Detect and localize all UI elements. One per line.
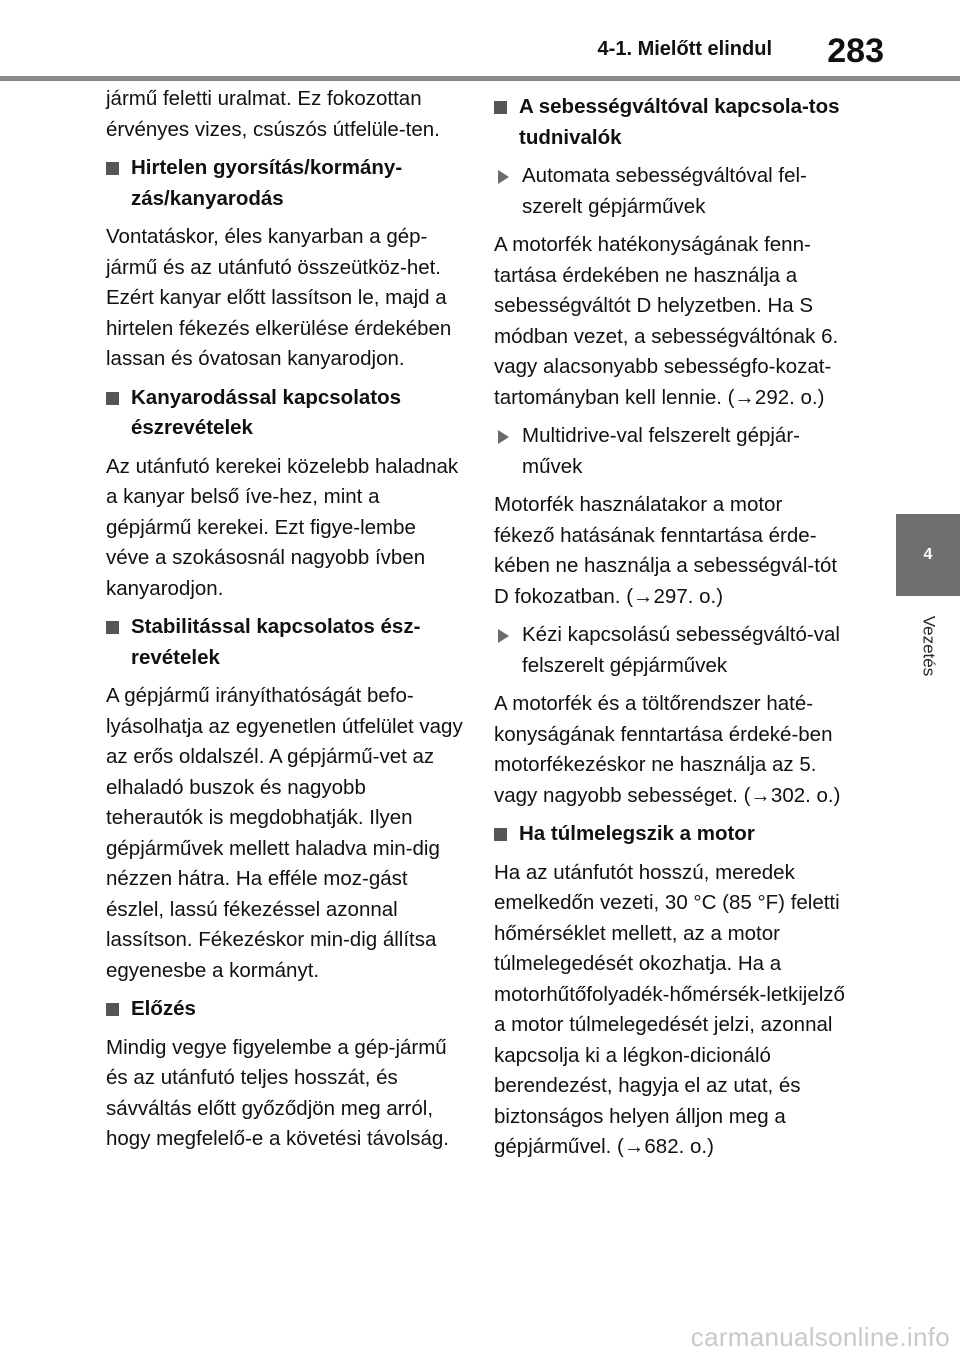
paragraph: A gépjármű irányíthatóságát befo-lyásolhatja az egyenetlen útfelület vagy az erős oldalszél. A gépjármű-vet az elhaladó buszok és nagyobb teherautók is megdobhatják. Ilyen gépjárművek mellett haladva min-dig nézzen hátra. Ha efféle moz-gást észlel, lassú fékezéssel azonnal lassítson. Fékezéskor min-dig állítsa egyenesbe a kormányt.: [106, 684, 463, 982]
header-divider: [0, 76, 960, 81]
square-bullet-icon: [106, 1003, 119, 1016]
square-bullet-icon: [106, 392, 119, 405]
paragraph: jármű feletti uralmat. Ez fokozottan érvényes vizes, csúszós útfelüle-ten.: [106, 87, 440, 141]
square-bullet-icon: [494, 828, 507, 841]
heading-text: Ha túlmelegszik a motor: [519, 822, 755, 845]
sub-heading-text: Automata sebességváltóval fel-szerelt gépjárművek: [522, 164, 807, 218]
section-heading: [494, 92, 846, 153]
sub-heading-text: Kézi kapcsolású sebességváltó-val felszerelt gépjárművek: [522, 623, 840, 677]
paragraph: Az utánfutó kerekei közelebb haladnak a kanyar belső íve-hez, mint a gépjármű kerekei. Ezt figye-lembe véve a szokásosnál nagyobb ívben kanyarodjon.: [106, 454, 459, 600]
heading-text: Stabilitással kapcsolatos ész-revételek: [131, 615, 421, 669]
paragraph: Ha az utánfutót hosszú, meredek emelkedőn vezeti, 30 °C (85 °F) feletti hőmérséklet mellett, az a motor túlmelegedését okozhatja. Ha a motorhűtőfolyadék-hőmérsék-letkijelző a motor túlmelegedését jelzi, azonnal kapcsolja ki a légkon-dicionáló berendezést, hagyja el az utat, és biztonságos helyen álljon meg a gépjárművel. (→682. o.): [494, 860, 845, 1158]
paragraph: Vontatáskor, éles kanyarban a gép-jármű és az utánfutó összeütköz-het. Ezért kanyar előtt lassítson le, majd a hirtelen fékezés elkerülése érdekében lassan és óvatosan kanyarodjon.: [106, 225, 452, 370]
triangle-bullet-icon: [498, 430, 509, 444]
section-heading: [106, 383, 464, 444]
section-heading: [106, 612, 464, 673]
triangle-bullet-icon: [498, 629, 509, 643]
sub-heading: [494, 161, 846, 222]
paragraph: Motorfék használatakor a motor fékező hatásának fenntartása érde-kében ne használja a sebességvál-tót D fokozatban. (→297. o.): [494, 493, 838, 608]
sub-heading: [494, 421, 846, 482]
chapter-tab-number[interactable]: 4: [896, 514, 960, 596]
right-column: [494, 84, 846, 1171]
paragraph: A motorfék hatékonyságának fenn-tartása érdekében ne használja a sebességváltót D helyzetben. Ha S módban vezet, a sebességváltónak 6. vagy alacsonyabb sebességfo-kozat-tartományban kell lennie. (→292. o.): [494, 233, 839, 409]
square-bullet-icon: [106, 162, 119, 175]
sub-heading: [494, 620, 846, 681]
section-heading: [106, 994, 464, 1025]
heading-text: A sebességváltóval kapcsola-tos tudnivalók: [519, 95, 840, 149]
section-title: 4-1. Mielőtt elindul: [597, 38, 772, 60]
left-column: [106, 84, 464, 1163]
chapter-tab-label: [896, 598, 960, 694]
page-number: 283: [827, 32, 884, 70]
paragraph: A motorfék és a töltőrendszer haté-konyságának fenntartása érdeké-ben motorfékezéskor ne használja az 5. vagy nagyobb sebességet. (→302. o.): [494, 692, 841, 807]
heading-text: Előzés: [131, 997, 196, 1020]
triangle-bullet-icon: [498, 170, 509, 184]
heading-text: Kanyarodással kapcsolatos észrevételek: [131, 385, 402, 439]
sub-heading-text: Multidrive-val felszerelt gépjár-művek: [522, 424, 800, 478]
square-bullet-icon: [494, 101, 507, 114]
paragraph: Mindig vegye figyelembe a gép-jármű és az utánfutó teljes hosszát, és sávváltás előtt győződjön meg arról, hogy megfelelő-e a követési távolság.: [106, 1035, 450, 1150]
section-heading: [494, 819, 846, 850]
chapter-tab-label-text: Vezetés: [919, 615, 938, 677]
heading-text: Hirtelen gyorsítás/kormány-zás/kanyarodás: [131, 156, 403, 210]
square-bullet-icon: [106, 621, 119, 634]
watermark: carmanualsonline.info: [690, 1322, 950, 1352]
section-heading: [106, 153, 464, 214]
